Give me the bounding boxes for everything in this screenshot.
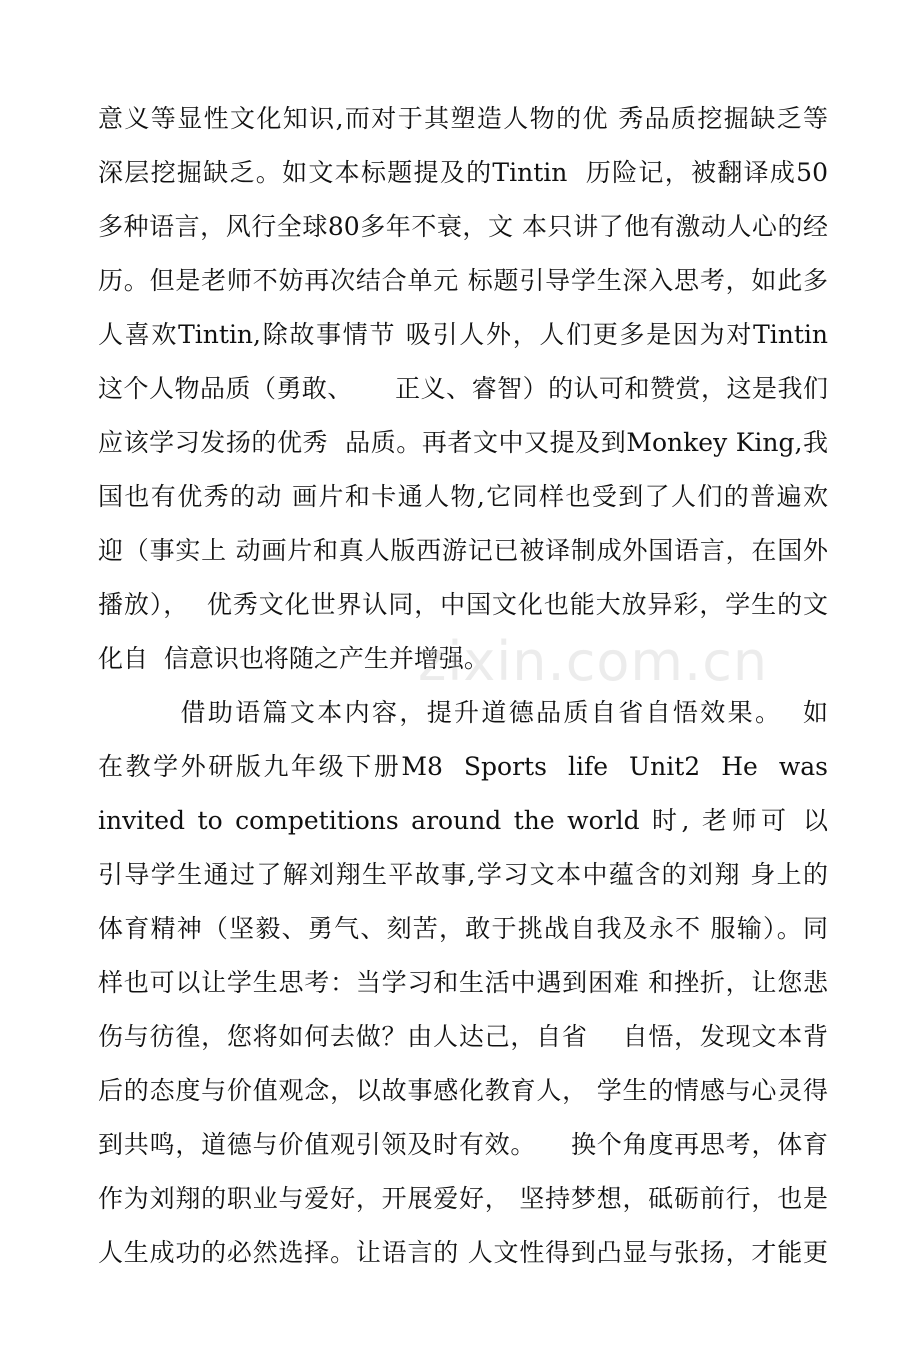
text-line: invited to competitions around the world 时, 老师可 以 <box>98 806 828 835</box>
text-line: 应该学习发扬的优秀 品质。再者文中又提及到Monkey King,我 <box>98 428 828 457</box>
text-line: 人喜欢Tintin,除故事情节 吸引人外，人们更多是因为对Tintin <box>98 320 828 349</box>
text-line: 后的态度与价值观念，以故事感化教育人， 学生的情感与心灵得 <box>98 1076 828 1105</box>
text-line: 作为刘翔的职业与爱好，开展爱好， 坚持梦想，砥砺前行，也是 <box>98 1184 828 1213</box>
text-line: 体育精神（坚毅、勇气、刻苦，敢于挑战自我及永不 服输）。同 <box>98 914 828 943</box>
watermark: zixin.com.cn <box>418 630 769 693</box>
text-line: 历。但是老师不妨再次结合单元 标题引导学生深入思考，如此多 <box>98 266 828 295</box>
text-line: 多种语言，风行全球80多年不衰，文 本只讲了他有激动人心的经 <box>98 212 828 241</box>
text-line: 人生成功的必然选择。让语言的 人文性得到凸显与张扬，才能更 <box>98 1238 828 1267</box>
text-line: 样也可以让学生思考：当学习和生活中遇到困难 和挫折，让您悲 <box>98 968 828 997</box>
body-text <box>98 92 828 1280</box>
text-line: 伤与彷徨，您将如何去做？由人达己，自省 自悟，发现文本背 <box>98 1022 828 1051</box>
text-line: 借助语篇文本内容，提升道德品质自省自悟效果。 如 <box>98 698 828 727</box>
text-line: 到共鸣，道德与价值观引领及时有效。 换个角度再思考，体育 <box>98 1130 828 1159</box>
text-line: 化自 信意识也将随之产生并增强。 <box>98 644 489 673</box>
text-line: 这个人物品质（勇敢、 正义、睿智）的认可和赞赏，这是我们 <box>98 374 828 403</box>
text-line: 播放）， 优秀文化世界认同，中国文化也能大放异彩，学生的文 <box>98 590 828 619</box>
text-line: 国也有优秀的动 画片和卡通人物,它同样也受到了人们的普遍欢 <box>98 482 828 511</box>
text-line: 迎（事实上 动画片和真人版西游记已被译制成外国语言，在国外 <box>98 536 828 565</box>
text-line: 在教学外研版九年级下册M8 Sports life Unit2 He was <box>98 752 828 781</box>
text-line: 深层挖掘缺乏。如文本标题提及的Tintin 历险记，被翻译成50 <box>98 158 828 187</box>
text-line: 引导学生通过了解刘翔生平故事,学习文本中蕴含的刘翔 身上的 <box>98 860 828 889</box>
text-line: 意义等显性文化知识,而对于其塑造人物的优 秀品质挖掘缺乏等 <box>98 104 828 133</box>
